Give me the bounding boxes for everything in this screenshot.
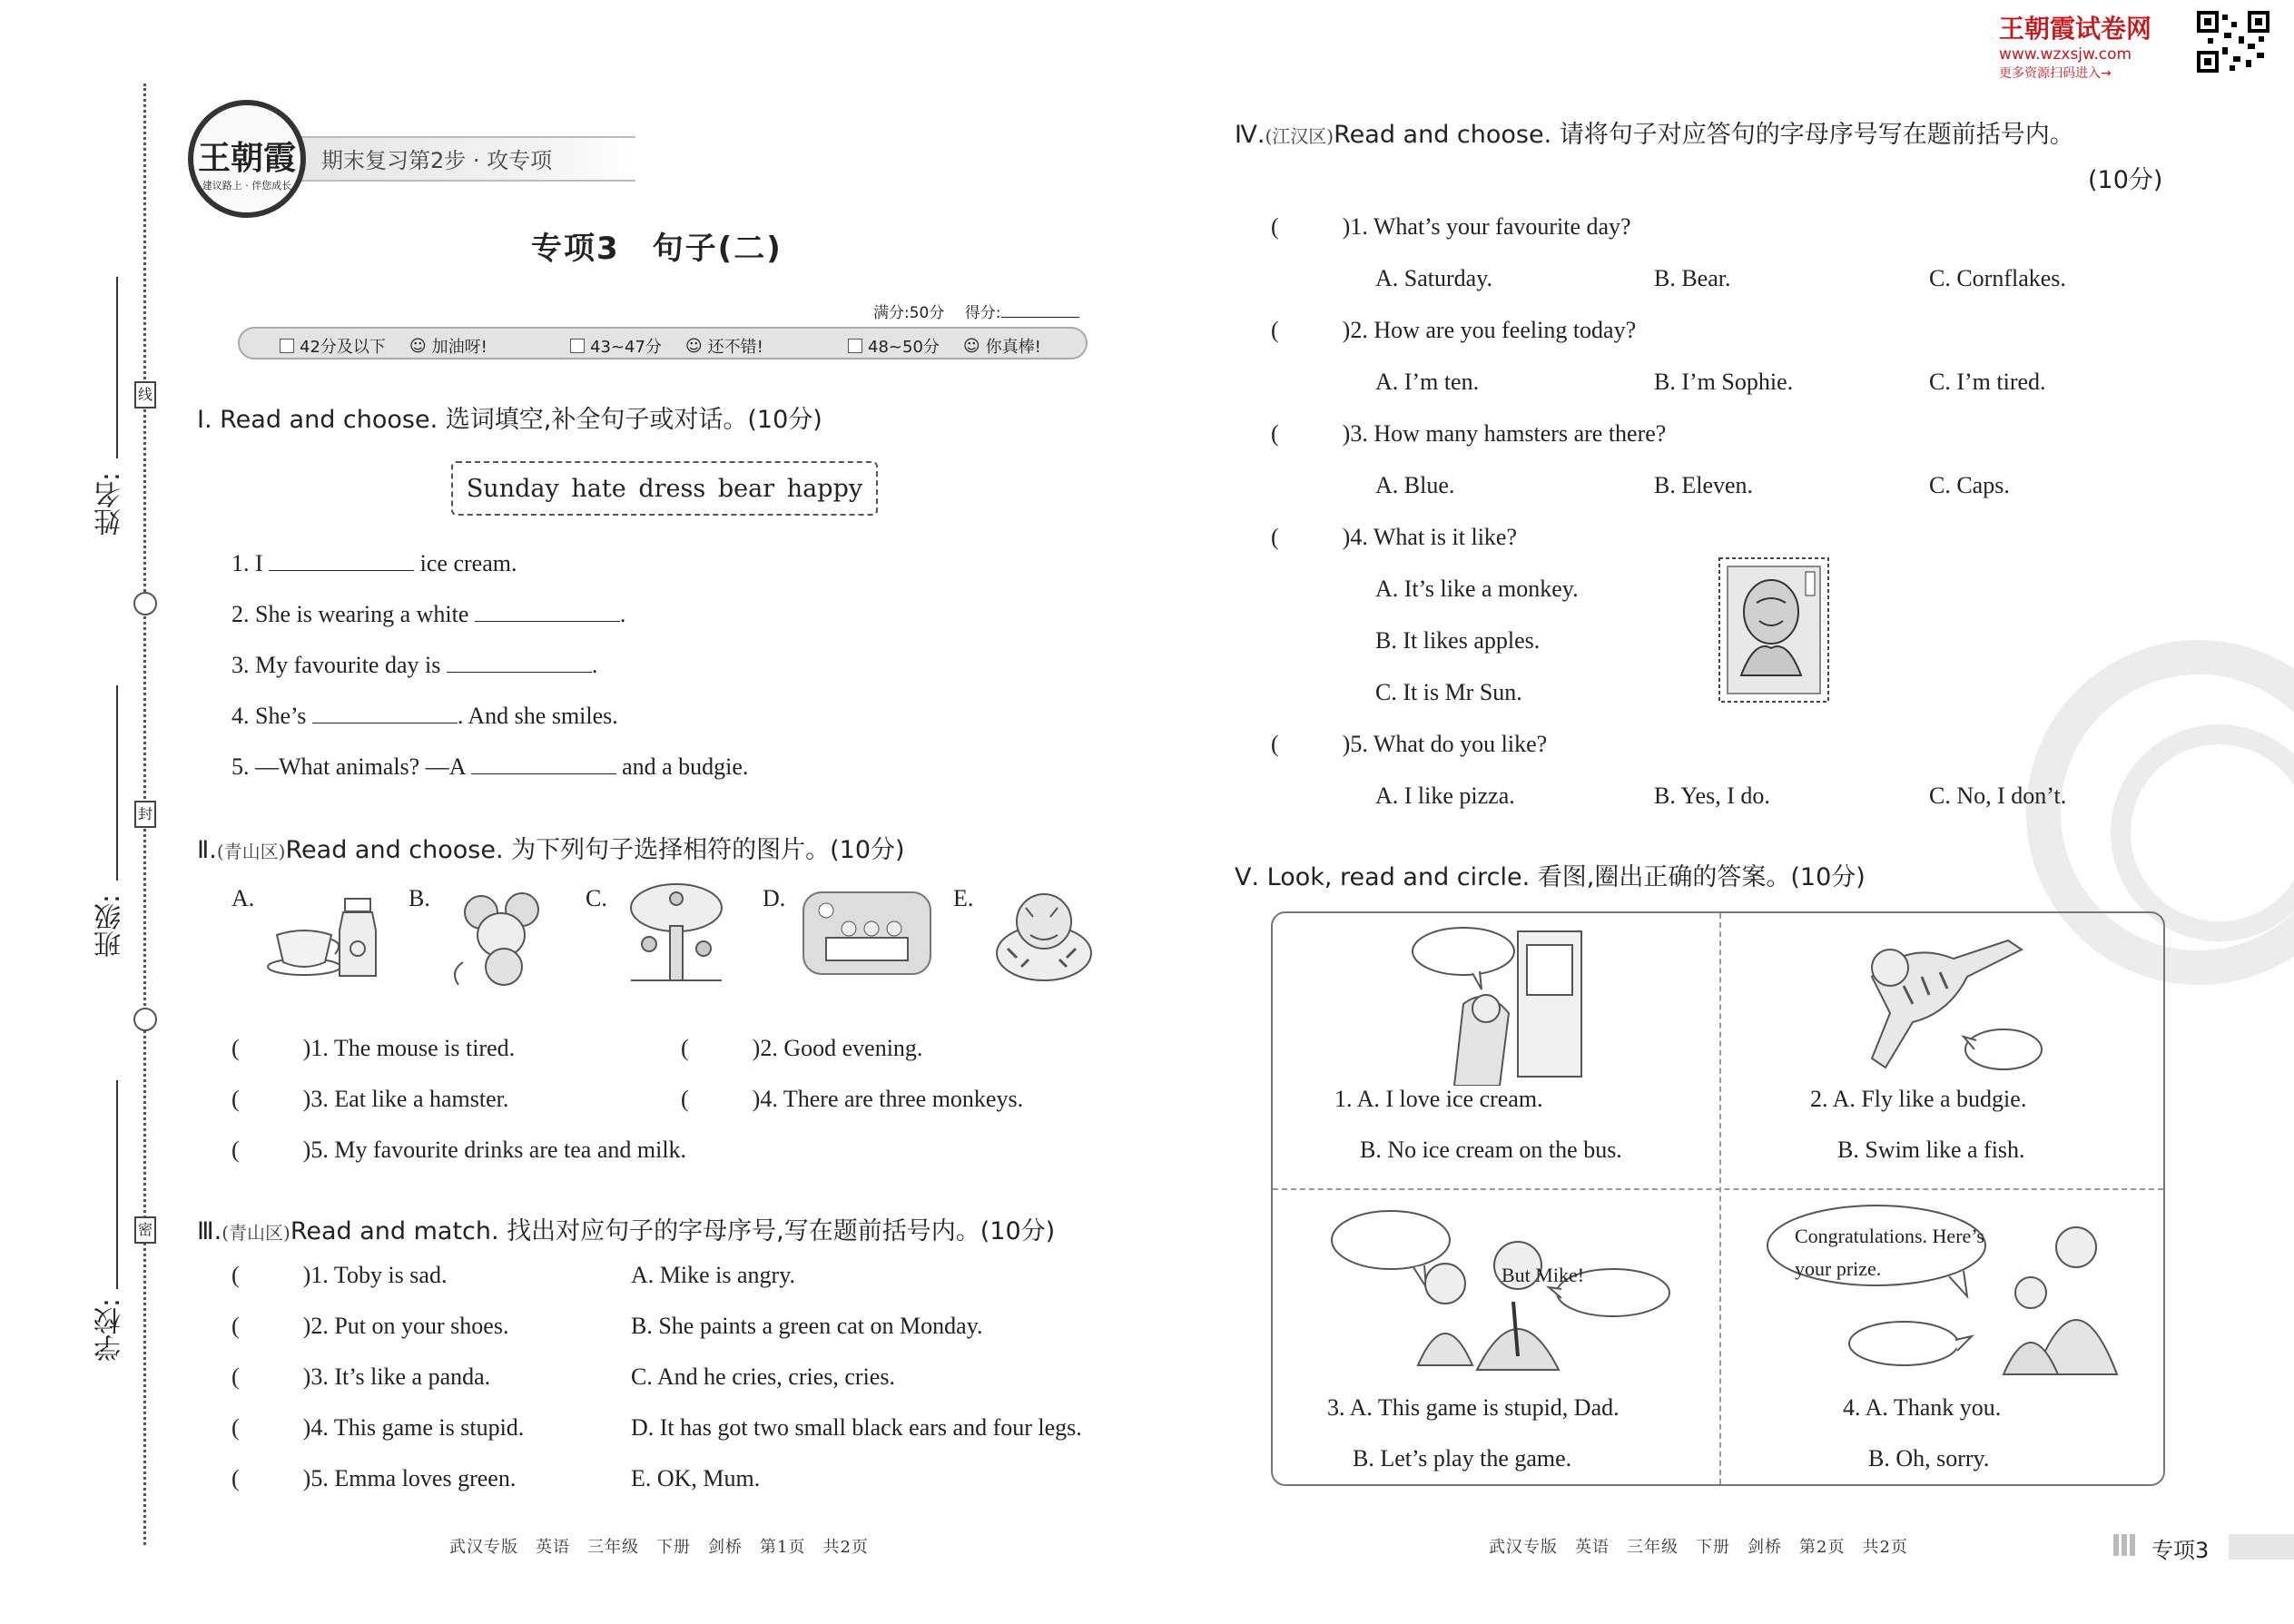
rank-item: 43~47分 ☺ 还不错! xyxy=(570,334,763,358)
circle-4-a[interactable]: 4. A. Thank you. xyxy=(1843,1394,2002,1421)
answer-parenthesis[interactable] xyxy=(240,1263,303,1283)
brand-name: 王朝霞试卷网 xyxy=(1999,14,2152,44)
match-right-e: E. OK, Mum. xyxy=(631,1465,761,1491)
answer-parenthesis[interactable] xyxy=(1279,214,1343,234)
option: B. Yes, I do. xyxy=(1654,782,1770,809)
rank-item: 48~50分 ☺ 你真棒! xyxy=(848,334,1041,358)
word-bank xyxy=(451,461,878,516)
option: A. Saturday. xyxy=(1375,265,1493,291)
picture-grid xyxy=(1271,911,2165,1486)
seal-char-mi: 密 xyxy=(134,1216,156,1244)
match-pic-item-5: ( )5. My favourite drinks are tea and milk. xyxy=(231,1137,687,1163)
answer-parenthesis[interactable] xyxy=(1279,421,1343,441)
logo-subtitle: 建议路上 · 伴您成长 xyxy=(202,180,292,192)
answer-parenthesis[interactable] xyxy=(1279,732,1343,752)
fill-blank[interactable] xyxy=(269,550,414,571)
circle-3-a[interactable]: 3. A. This game is stupid, Dad. xyxy=(1327,1394,1620,1421)
match-pic-item-2: ( )2. Good evening. xyxy=(681,1035,923,1061)
match-left-3: ( )3. It’s like a panda. xyxy=(231,1363,491,1390)
speech-bubble-text: Congratulations. Here’s your prize. xyxy=(1795,1225,1984,1280)
monkey-king-stamp-picture xyxy=(1718,557,1829,703)
score-label: 得分: xyxy=(964,304,1001,322)
option: B. Eleven. xyxy=(1654,472,1754,498)
option: B. Bear. xyxy=(1654,265,1731,291)
match-left-2: ( )2. Put on your shoes. xyxy=(231,1313,509,1339)
school-field-line[interactable] xyxy=(116,1080,118,1289)
answer-parenthesis[interactable] xyxy=(240,1036,303,1056)
answer-parenthesis[interactable] xyxy=(689,1087,753,1107)
option: A. I’m ten. xyxy=(1375,369,1480,395)
answer-parenthesis[interactable] xyxy=(240,1466,303,1486)
rank-checkbox[interactable] xyxy=(848,339,862,353)
choose-q5: ( )5. What do you like? xyxy=(1271,731,1548,757)
option: C. Caps. xyxy=(1929,472,2010,498)
match-pic-item-1: ( )1. The mouse is tired. xyxy=(231,1035,516,1061)
fill-item-3: 3. My favourite day is . xyxy=(231,652,598,678)
match-pic-item-4: ( )4. There are three monkeys. xyxy=(681,1086,1024,1112)
choose-q4: ( )4. What is it like? xyxy=(1271,524,1517,550)
seal-char-xian: 线 xyxy=(134,381,156,408)
brand-url: www.wzxsjw.com xyxy=(1999,45,2132,64)
tiger-jump-picture xyxy=(1854,922,2044,1086)
option: C. It is Mr Sun. xyxy=(1375,679,1522,705)
rank-checkbox[interactable] xyxy=(280,339,294,353)
option: A. Blue. xyxy=(1375,472,1455,498)
answer-parenthesis[interactable] xyxy=(240,1087,303,1107)
class-label: 班级: xyxy=(94,894,126,959)
class-field-line[interactable] xyxy=(116,685,118,881)
circle-2-b[interactable]: B. Swim like a fish. xyxy=(1837,1137,2025,1163)
answer-parenthesis[interactable] xyxy=(689,1036,753,1056)
option: C. No, I don’t. xyxy=(1929,782,2067,809)
section3-title: Ⅲ.(青山区)Read and match. 找出对应句子的字母序号,写在题前括号内。(10分) xyxy=(197,1217,1056,1245)
word-option: Sunday xyxy=(466,474,559,503)
footer-page1: 武汉专版 英语 三年级 下册 剑桥 第1页 共2页 xyxy=(449,1538,869,1557)
section5-title: Ⅴ. Look, read and circle. 看图,圈出正确的答案。(10分) xyxy=(1235,863,1866,891)
word-option: happy xyxy=(786,474,863,503)
footer-page2: 武汉专版 英语 三年级 下册 剑桥 第2页 共2页 xyxy=(1489,1538,1908,1557)
match-left-4: ( )4. This game is stupid. xyxy=(231,1414,525,1441)
speech-bubble-text: But Mike! xyxy=(1501,1264,1585,1286)
page-title: 专项3 句子(二) xyxy=(531,231,783,267)
answer-parenthesis[interactable] xyxy=(1279,525,1343,545)
picture-label-c: C. xyxy=(586,885,607,911)
smile-face-icon: ☺ xyxy=(409,336,427,356)
choose-q3: ( )3. How many hamsters are there? xyxy=(1271,420,1667,447)
option: C. I’m tired. xyxy=(1929,369,2046,395)
picture-label-e: E. xyxy=(953,885,974,911)
rank-bar xyxy=(238,327,1088,359)
picture-label-b: B. xyxy=(409,885,430,911)
circle-1-b[interactable]: B. No ice cream on the bus. xyxy=(1360,1137,1622,1163)
section4-title: Ⅳ.(江汉区)Read and choose. 请将句子对应答句的字母序号写在题前括号内。 xyxy=(1235,121,2074,149)
name-field-line[interactable] xyxy=(116,277,118,458)
match-right-c: C. And he cries, cries, cries. xyxy=(631,1363,895,1390)
rank-item: 42分及以下 ☺ 加油呀! xyxy=(280,334,487,358)
binding-hole xyxy=(133,1008,157,1031)
circle-4-b[interactable]: B. Oh, sorry. xyxy=(1868,1445,1990,1471)
logo-text: 王朝霞 xyxy=(197,139,296,177)
section4-points: (10分) xyxy=(2088,166,2163,194)
answer-parenthesis[interactable] xyxy=(1279,318,1343,338)
match-right-a: A. Mike is angry. xyxy=(631,1262,796,1288)
circle-1-a[interactable]: 1. A. I love ice cream. xyxy=(1334,1086,1543,1112)
fill-item-2: 2. She is wearing a white . xyxy=(231,601,626,627)
father-son-game-picture xyxy=(1327,1202,1672,1374)
corner-pattern xyxy=(2113,1534,2135,1556)
circle-3-b[interactable]: B. Let’s play the game. xyxy=(1353,1445,1572,1471)
option: A. It’s like a monkey. xyxy=(1375,576,1579,602)
section1-title: Ⅰ. Read and choose. 选词填空,补全句子或对话。(10分) xyxy=(197,406,822,434)
circle-2-a[interactable]: 2. A. Fly like a budgie. xyxy=(1810,1086,2027,1112)
answer-parenthesis[interactable] xyxy=(240,1415,303,1435)
binding-hole xyxy=(133,592,157,615)
seal-char-feng: 封 xyxy=(134,801,156,828)
section2-title: Ⅱ.(青山区)Read and choose. 为下列句子选择相符的图片。(10分) xyxy=(197,836,905,864)
smile-face-icon: ☺ xyxy=(684,336,703,356)
fill-item-4: 4. She’s . And she smiles. xyxy=(231,703,618,729)
fill-item-5: 5. —What animals? —A and a budgie. xyxy=(231,753,749,780)
score-line xyxy=(873,300,1079,322)
bus-scene-picture xyxy=(1409,922,1590,1086)
evening-scene-picture xyxy=(799,888,935,979)
score-blank[interactable] xyxy=(1001,302,1079,318)
picture-label-d: D. xyxy=(763,885,786,911)
brand-logo xyxy=(188,100,306,218)
answer-parenthesis[interactable] xyxy=(240,1314,303,1334)
match-right-d: D. It has got two small black ears and four legs. xyxy=(631,1414,1082,1441)
school-label: 学校: xyxy=(94,1298,126,1363)
match-left-5: ( )5. Emma loves green. xyxy=(231,1465,517,1491)
option: B. It likes apples. xyxy=(1375,627,1541,654)
corner-tag: 专项3 xyxy=(2151,1538,2210,1563)
fill-blank[interactable] xyxy=(471,753,616,774)
qr-code-icon[interactable] xyxy=(2197,11,2269,73)
choose-q1: ( )1. What’s your favourite day? xyxy=(1271,213,1631,240)
brand-block[interactable] xyxy=(1999,9,2151,82)
match-left-1: ( )1. Toby is sad. xyxy=(231,1262,448,1288)
match-pic-item-3: ( )3. Eat like a hamster. xyxy=(231,1086,509,1112)
corner-tab xyxy=(2229,1534,2294,1560)
answer-parenthesis[interactable] xyxy=(240,1137,303,1157)
full-score: 满分:50分 xyxy=(873,304,945,322)
picture-label-a: A. xyxy=(231,885,255,911)
name-label: 姓名: xyxy=(94,472,126,536)
option: A. I like pizza. xyxy=(1375,782,1515,809)
monkey-tree-picture xyxy=(626,881,726,989)
rank-checkbox[interactable] xyxy=(570,339,585,353)
tea-milk-picture xyxy=(263,885,381,985)
option: C. Cornflakes. xyxy=(1929,265,2066,291)
tiger-picture xyxy=(989,885,1098,985)
brand-tagline: 更多资源扫码进入→ xyxy=(1999,66,2112,81)
fill-item-1: 1. I ice cream. xyxy=(231,550,517,576)
word-option: bear xyxy=(717,474,775,503)
word-option: dress xyxy=(638,474,706,503)
review-banner: 期末复习第2步 · 攻专项 xyxy=(290,136,635,182)
option: B. I’m Sophie. xyxy=(1654,369,1794,395)
fill-blank[interactable] xyxy=(475,601,620,622)
smile-face-icon: ☺ xyxy=(962,336,980,356)
answer-parenthesis[interactable] xyxy=(240,1364,303,1384)
mouse-picture xyxy=(445,890,563,989)
word-option: hate xyxy=(571,474,626,503)
choose-q2: ( )2. How are you feeling today? xyxy=(1271,317,1637,343)
fill-blank[interactable] xyxy=(447,652,592,673)
fill-blank[interactable] xyxy=(312,703,458,723)
match-right-b: B. She paints a green cat on Monday. xyxy=(631,1313,983,1339)
